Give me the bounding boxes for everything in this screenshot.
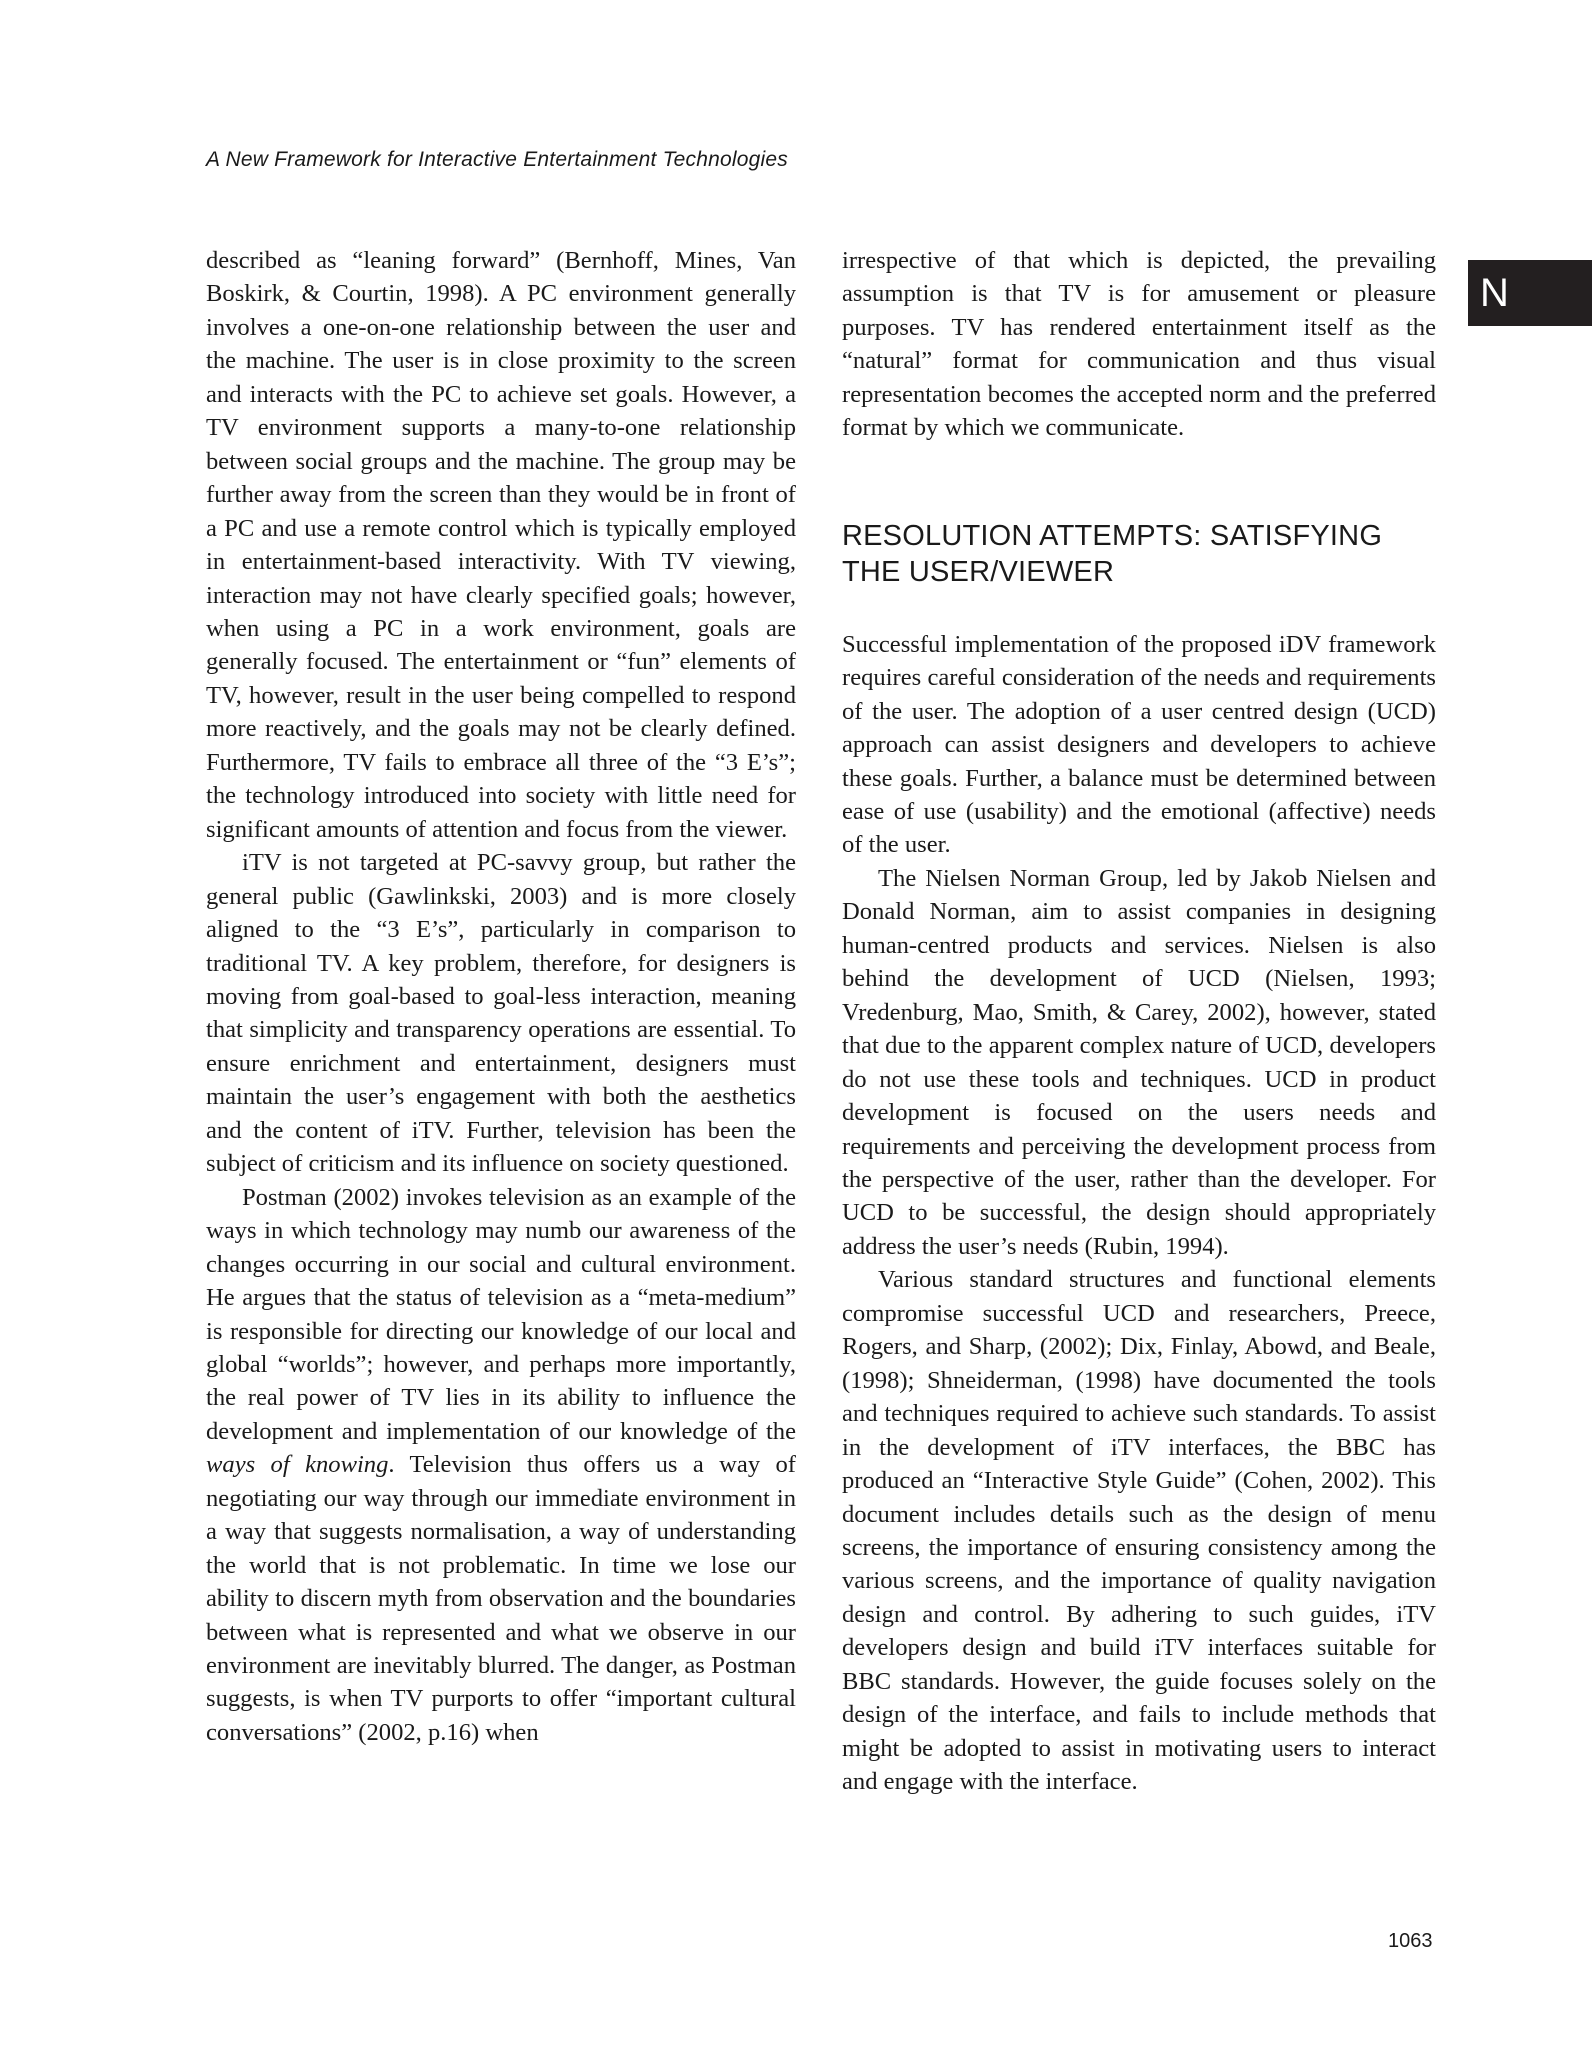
section-thumb-tab: N [1468,260,1592,326]
left-paragraph-3-text-a: Postman (2002) invokes television as an example of the ways in which technology may numb our awareness of the changes occurring in our social and cultural environment. He argues that the status of television as a “meta-medium” is responsible for directing our knowledge of our local and global “worlds”; however, and perhaps more importantly, the real power of TV lies in its ability to influence the development and implementation of our knowledge of the [206,1183,796,1445]
section-heading: RESOLUTION ATTEMPTS: SATISFYING THE USER/VIEWER [842,519,1383,588]
left-paragraph-2: iTV is not targeted at PC-savvy group, but rather the general public (Gawlinkski, 2003) and is more closely aligned to the “3 E’s”, particularly in comparison to traditional TV. A key problem, therefore, for designers is moving from goal-based to goal-less interaction, meaning that simplicity and transparency operations are essential. To ensure enrichment and entertainment, designers must maintain the user’s engagement with both the aesthetics and the content of iTV. Further, television has been the subject of criticism and its influence on society questioned. [206,849,796,1178]
right-paragraph-1: irrespective of that which is depicted, the prevailing assumption is that TV is for amusement or pleasure purposes. TV has rendered entertainment itself as the “natural” format for communication and thus visual representation becomes the accepted norm and the preferred format by which we communicate. [842,247,1436,442]
running-head: A New Framework for Interactive Entertainment Technologies [206,148,788,171]
left-column [206,244,796,1749]
right-column [842,244,1436,1799]
left-paragraph-3-text-b: . Television thus offers us a way of negotiating our way through our immediate environment in a way that suggests normalisation, a way of understanding the world that is not problematic. In time we lose our ability to discern myth from observation and the boundaries between what is represented and what we observe in our environment are inevitably blurred. The danger, as Postman suggests, is when TV purports to offer “important cultural conversations” (2002, p.16) when [206,1451,796,1746]
left-paragraph-3 [206,1181,796,1750]
right-paragraph-3: The Nielsen Norman Group, led by Jakob Nielsen and Donald Norman, aim to assist companies in designing human-centred products and services. Nielsen is also behind the development of UCD (Nielsen, 1993; Vredenburg, Mao, Smith, & Carey, 2002), however, stated that due to the apparent complex nature of UCD, developers do not use these tools and techniques. UCD in product development is focused on the users needs and requirements and perceiving the development process from the perspective of the user, rather than the developer. For UCD to be successful, the design should appropriately address the user’s needs (Rubin, 1994). [842,864,1436,1260]
right-paragraph-4: Various standard structures and functional elements compromise successful UCD and researchers, Preece, Rogers, and Sharp, (2002); Dix, Finlay, Abowd, and Beale, (1998); Shneiderman, (1998) have documented the tools and techniques required to achieve such standards. To assist in the development of iTV interfaces, the BBC has produced an “Interactive Style Guide” (Cohen, 2002). This document includes details such as the design of menu screens, the importance of ensuring consistency among the various screens, and the importance of quality navigation design and control. By adhering to such guides, iTV developers design and build iTV interfaces suitable for BBC standards. However, the guide focuses solely on the design of the interface, and fails to include methods that might be adopted to assist in motivating users to interact and engage with the interface. [842,1266,1436,1796]
page-number: 1063 [1388,1930,1433,1952]
left-paragraph-1: described as “leaning forward” (Bernhoff, Mines, Van Boskirk, & Courtin, 1998). A PC environment generally involves a one-on-one relationship between the user and the machine. The user is in close proximity to the screen and interacts with the PC to achieve set goals. However, a TV environment supports a many-to-one relationship between social groups and the machine. The group may be further away from the screen than they would be in front of a PC and use a remote control which is typically employed in entertainment-based interactivity. With TV viewing, interaction may not have clearly specified goals; however, when using a PC in a work environment, goals are generally focused. The entertainment or “fun” elements of TV, however, result in the user being compelled to respond more reactively, and the goals may not be clearly defined. Furthermore, TV fails to embrace all three of the “3 E’s”; the technology introduced into society with little need for significant amounts of attention and focus from the viewer. [206,247,796,843]
left-paragraph-3-emphasis: ways of knowing [206,1451,389,1479]
right-paragraph-2: Successful implementation of the proposed iDV framework requires careful consideration of the needs and requirements of the user. The adoption of a user centred design (UCD) approach can assist designers and developers to achieve these goals. Further, a balance must be determined between ease of use (usability) and the emotional (affective) needs of the user. [842,630,1436,859]
